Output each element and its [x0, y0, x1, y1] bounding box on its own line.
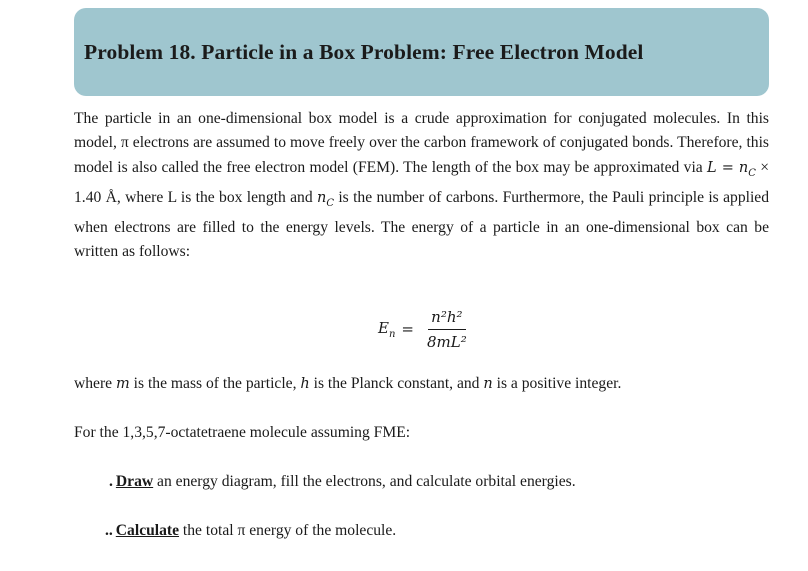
equation-lhs: $E_n$ [378, 318, 396, 340]
task-verb-calculate: Calculate [115, 522, 180, 539]
task-draw [109, 473, 576, 491]
intro-text-1: The particle in an one-dimensional box model is a crude approximation for conjugated molecules. In this model, π electrons are assumed to move freely over the carbon framework of conjugated bonds. Therefore, this model is also called the free electron model (FEM). The length of the box may be approximated via [74, 110, 769, 176]
page-title: Problem 18. Particle in a Box Problem: Free Electron Model [84, 39, 644, 64]
task-bullet: .. [105, 522, 113, 539]
equation-fraction [424, 308, 470, 351]
intro-paragraph [74, 107, 769, 265]
energy-equation [378, 303, 470, 355]
task-text: the total π energy of the molecule. [179, 522, 397, 539]
task-verb-draw: Draw [115, 473, 154, 490]
box-length-formula: $L = n_C$ [707, 159, 756, 179]
equation-numerator: n²h² [428, 308, 465, 330]
intro-text-2: , where L is the box length and [116, 188, 317, 206]
task-text: an energy diagram, fill the electrons, and calculate orbital energies. [153, 473, 576, 490]
task-calculate [105, 522, 396, 540]
title-banner [74, 8, 769, 96]
molecule-line: For the 1,3,5,7-octatetraene molecule assuming FME: [74, 424, 411, 441]
where-line: where m is the mass of the particle, h is the Planck constant, and n is a positive integer. [74, 375, 622, 392]
box-length-rest: × 1.40 Å [74, 158, 769, 206]
intro-text-3: is the number of carbons. Furthermore, the Pauli principle is applied when electrons are filled to the energy levels. The energy of a particle in an one-dimensional box can be written as follows: [74, 188, 769, 261]
nc-symbol: $n_C$ [317, 189, 334, 209]
task-bullet: . [109, 473, 113, 490]
equation-denominator: 8mL² [426, 332, 467, 351]
equation-equals: = [401, 320, 414, 338]
